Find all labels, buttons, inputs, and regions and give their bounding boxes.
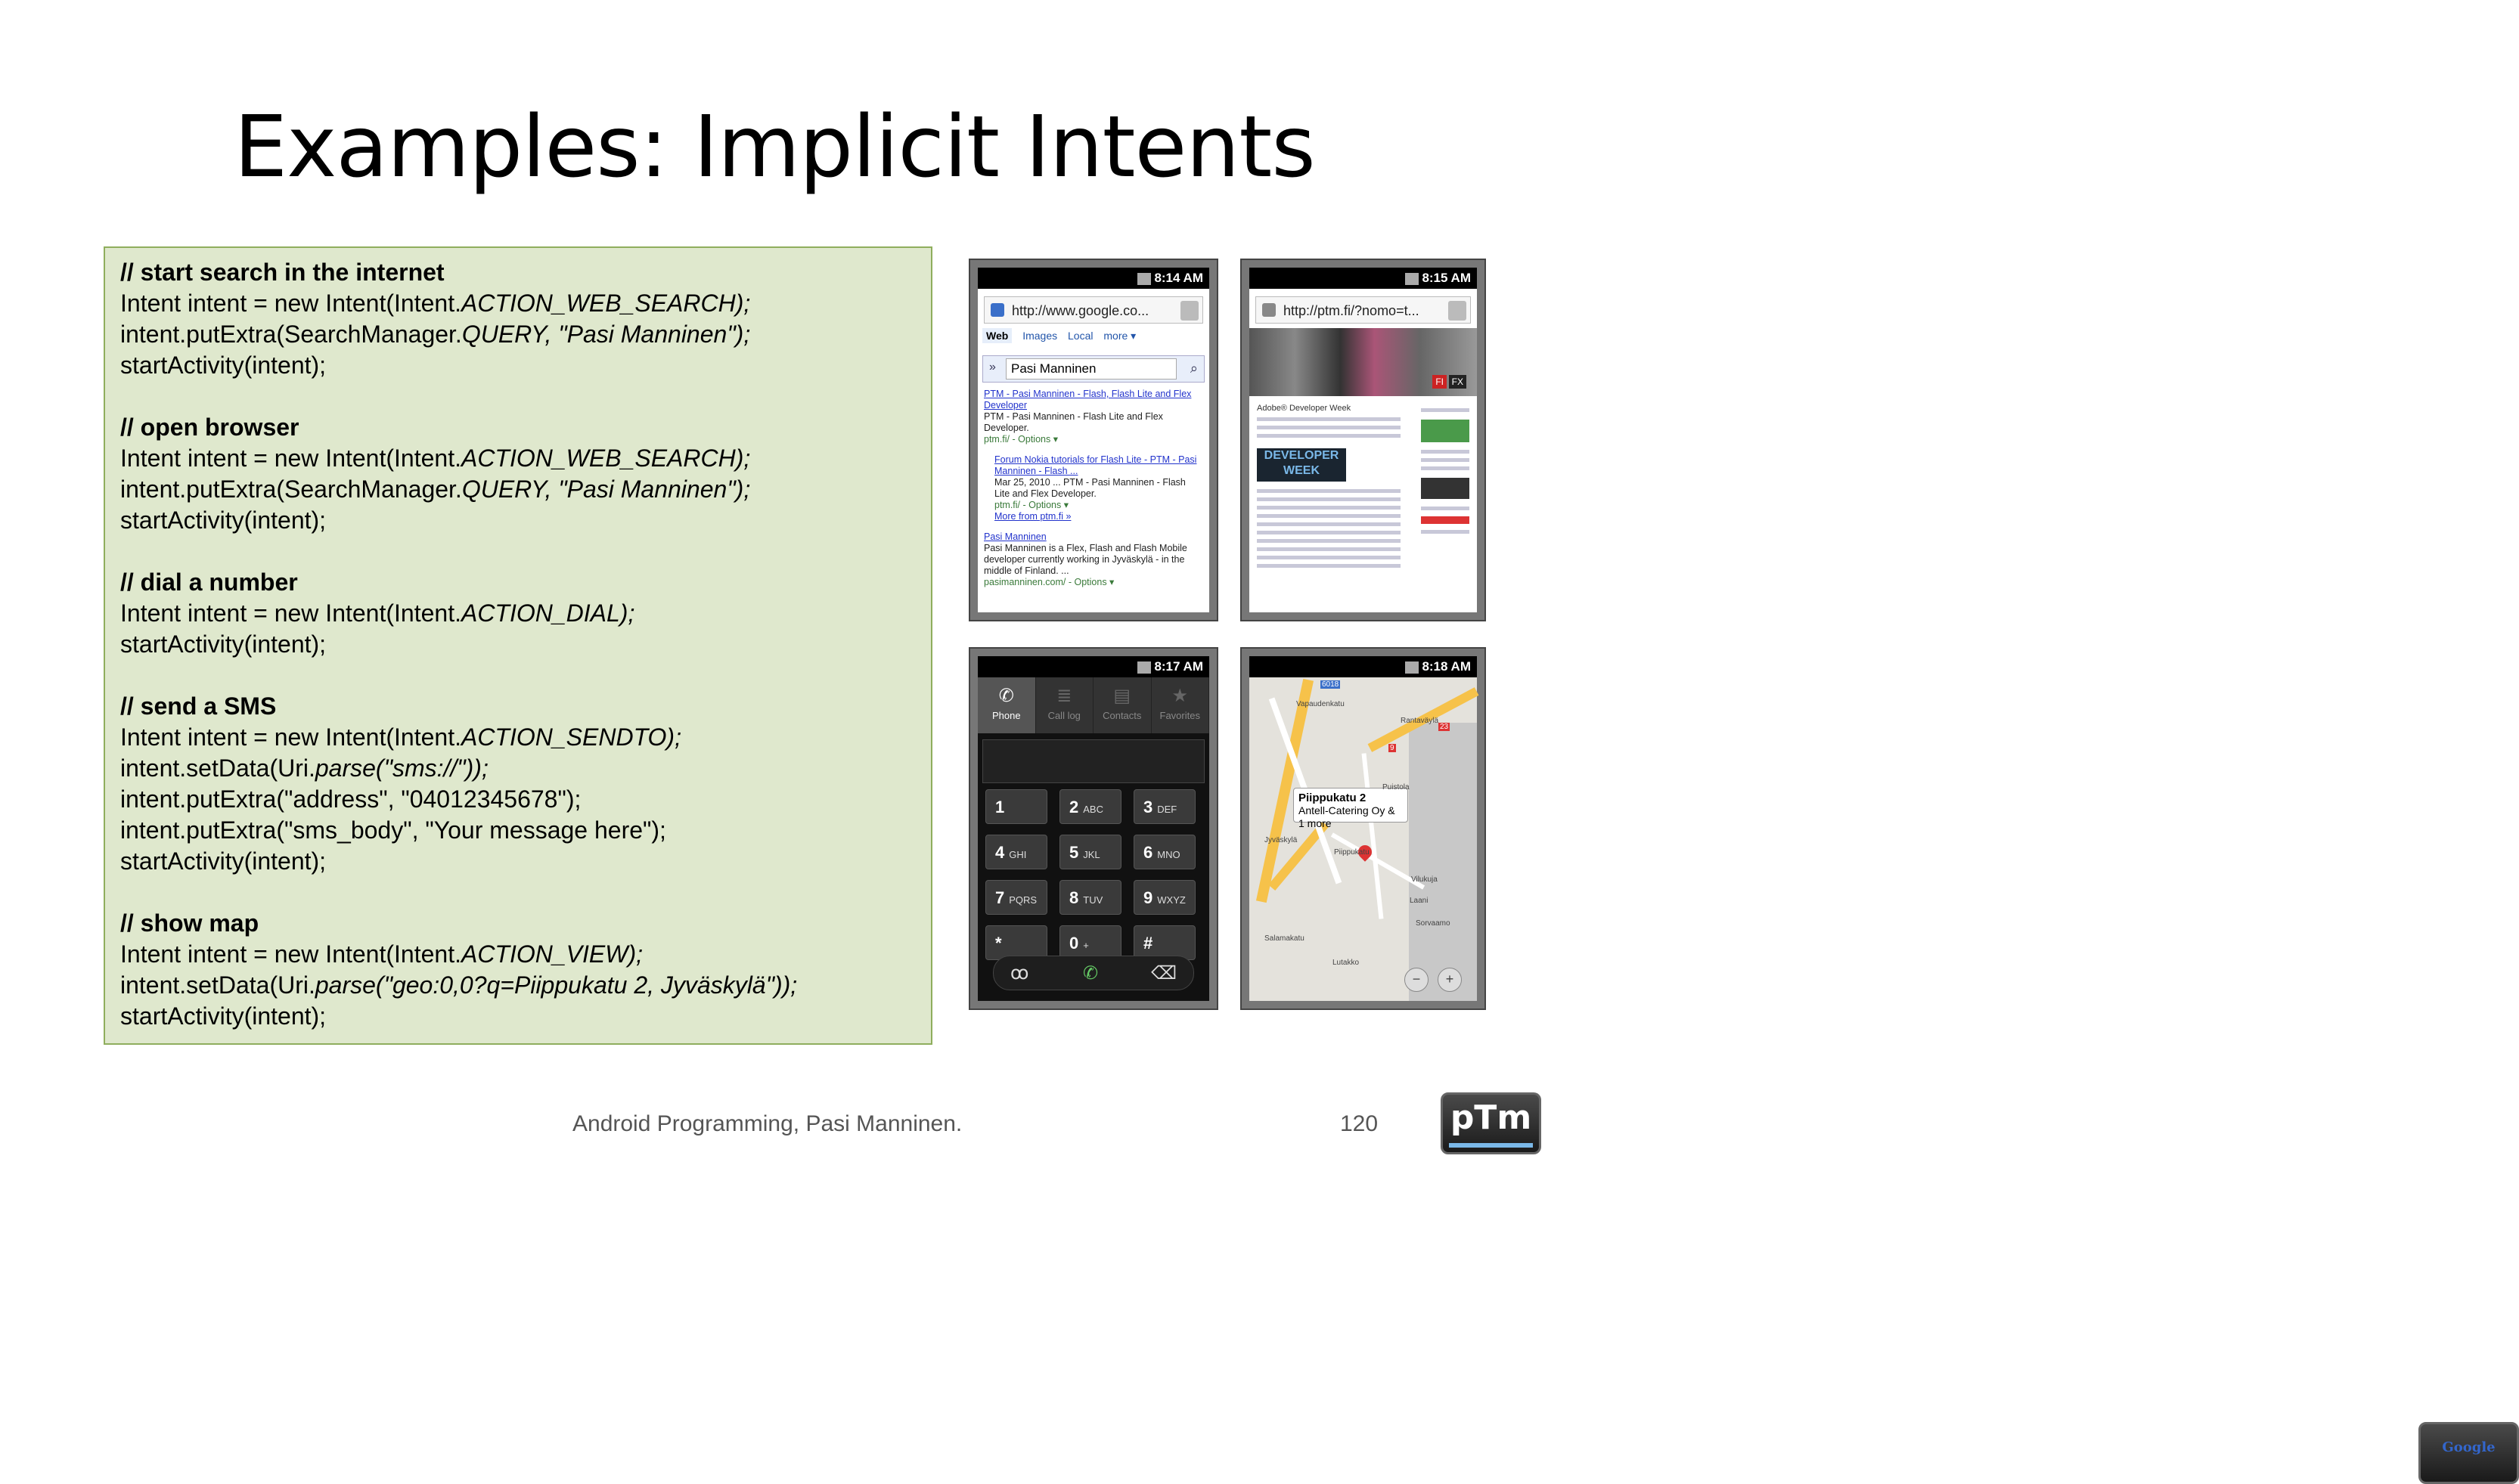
text-line (1257, 514, 1401, 518)
dial-key[interactable] (1059, 789, 1121, 824)
signal-icon (1137, 661, 1151, 674)
screenshot-dialer (969, 647, 1218, 1010)
call-icon[interactable]: ✆ (1083, 963, 1099, 984)
status-bar (978, 268, 1209, 289)
text-line (1421, 530, 1469, 534)
key-letters: MNO (1157, 849, 1180, 860)
code-line (120, 846, 922, 877)
tab-label: Phone (991, 710, 1021, 721)
tab-label: Favorites (1159, 710, 1200, 721)
badge-fi: FI (1432, 375, 1447, 389)
zoom-out-icon[interactable]: − (1404, 968, 1429, 992)
tab-label: Contacts (1103, 710, 1142, 721)
code-line (120, 474, 922, 505)
code-text: intent.putExtra("address", "04012345678"); (120, 785, 582, 813)
code-constant: QUERY, "Pasi Manninen"); (461, 476, 751, 503)
code-constant: parse("sms://")); (315, 754, 489, 782)
code-line (120, 505, 922, 536)
key-digit: 1 (995, 798, 1005, 816)
text-line (1421, 466, 1469, 470)
code-constant: ACTION_WEB_SEARCH); (461, 290, 751, 317)
zoom-in-icon[interactable]: + (1438, 968, 1462, 992)
code-example-box (104, 246, 932, 1045)
code-line (120, 1001, 922, 1032)
place-callout[interactable] (1293, 788, 1408, 829)
key-digit: # (1143, 934, 1153, 953)
backspace-icon[interactable]: ⌫ (1151, 963, 1177, 984)
code-text: startActivity(intent); (120, 1002, 327, 1030)
text-line (1421, 408, 1469, 412)
code-text: Intent intent = new Intent(Intent. (120, 723, 461, 751)
digits-field[interactable] (982, 739, 1205, 783)
key-digit: 3 (1143, 798, 1153, 816)
forum-nokia-badge (1421, 420, 1469, 442)
max-badge (1421, 478, 1469, 499)
tab-images[interactable]: Images (1022, 330, 1058, 342)
dialer-tabs (978, 677, 1209, 733)
signal-icon (1405, 661, 1419, 674)
code-line (120, 939, 922, 970)
bookmark-icon[interactable] (1448, 301, 1466, 321)
code-text: intent.putExtra("sms_body", "Your message here"); (120, 816, 666, 844)
dial-key[interactable] (1134, 880, 1196, 915)
code-block (120, 691, 922, 877)
screenshot-browser (1240, 259, 1486, 621)
text-line (1257, 547, 1401, 551)
favicon-icon (991, 303, 1004, 317)
code-constant: parse("geo:0,0?q=Piippukatu 2, Jyväskylä")); (315, 971, 798, 999)
ptm-logo (1441, 1092, 1541, 1154)
code-text: startActivity(intent); (120, 507, 327, 534)
tab-label: Call log (1047, 710, 1081, 721)
map-label: Puistola (1382, 783, 1410, 792)
code-text: Intent intent = new Intent(Intent. (120, 940, 461, 968)
map-screen (1249, 656, 1477, 1001)
code-listing (120, 257, 922, 1063)
key-letters: WXYZ (1157, 894, 1186, 906)
oviflash-badge (1421, 516, 1469, 524)
dial-key[interactable] (985, 835, 1047, 869)
footer-text: Android Programming, Pasi Manninen. (572, 1111, 963, 1136)
result-link[interactable]: Forum Nokia tutorials for Flash Lite - PTM - Pasi Manninen - Flash ... (994, 454, 1197, 476)
logo-text: pTm (1450, 1098, 1532, 1137)
search-bar (982, 355, 1205, 383)
code-line (120, 319, 922, 350)
result-snippet: Mar 25, 2010 ... PTM - Pasi Manninen - Flash Lite and Flex Developer. (994, 477, 1186, 499)
star-icon: ★ (1171, 686, 1188, 706)
map-label: Piippukatu (1334, 848, 1370, 857)
clock: 8:18 AM (1422, 659, 1471, 674)
code-constant: ACTION_WEB_SEARCH); (461, 445, 751, 472)
code-constant: QUERY, "Pasi Manninen"); (461, 321, 751, 348)
url-bar[interactable] (984, 296, 1203, 324)
dial-action-bar (993, 956, 1194, 990)
code-block (120, 567, 922, 660)
article-heading: Adobe® Developer Week (1257, 404, 1351, 413)
map-view[interactable] (1249, 677, 1477, 1001)
tab-favorites[interactable] (1152, 677, 1210, 733)
code-text: Intent intent = new Intent(Intent. (120, 445, 461, 472)
text-line (1421, 507, 1469, 510)
google-logo: Google (2418, 1422, 2519, 1484)
expand-icon[interactable]: » (989, 361, 996, 373)
dialer-screen (978, 656, 1209, 1001)
key-letters: JKL (1083, 849, 1100, 860)
article-column (1257, 404, 1401, 605)
key-letters: GHI (1009, 849, 1027, 860)
key-digit: 4 (995, 843, 1005, 862)
code-text: Intent intent = new Intent(Intent. (120, 290, 461, 317)
dial-key[interactable] (985, 880, 1047, 915)
clock: 8:14 AM (1154, 271, 1203, 285)
map-label: Vapaudenkatu (1296, 700, 1345, 708)
browser-screen (1249, 268, 1477, 612)
tab-phone[interactable] (978, 677, 1036, 733)
map-label: Vilukuja (1411, 875, 1438, 884)
code-text: startActivity(intent); (120, 630, 327, 658)
search-result (984, 531, 1203, 588)
site-header-image (1249, 328, 1477, 396)
route-badge: 23 (1440, 723, 1449, 731)
dial-key[interactable] (1134, 789, 1196, 824)
dial-key[interactable] (1059, 835, 1121, 869)
map-label: Laani (1410, 897, 1429, 905)
key-digit: 9 (1143, 888, 1153, 907)
result-url[interactable]: ptm.fi/ - Options ▾ (984, 434, 1058, 445)
badge-fx: FX (1449, 375, 1466, 389)
key-digit: 6 (1143, 843, 1153, 862)
key-digit: 2 (1069, 798, 1079, 816)
text-line (1257, 497, 1401, 501)
code-line (120, 970, 922, 1001)
code-text: Intent intent = new Intent(Intent. (120, 599, 461, 627)
code-block (120, 257, 922, 381)
lake (1409, 723, 1477, 1001)
phone-icon: ✆ (998, 686, 1014, 706)
bookmark-icon[interactable] (1180, 301, 1199, 321)
text-line (1257, 531, 1401, 534)
code-line (120, 784, 922, 815)
route-badge: 6018 (1322, 680, 1339, 689)
url-bar[interactable] (1255, 296, 1471, 324)
text-line (1257, 434, 1401, 438)
tab-call-log[interactable] (1036, 677, 1094, 733)
place-name: Piippukatu 2 (1298, 792, 1367, 804)
result-url[interactable]: pasimanninen.com/ - Options ▾ (984, 577, 1115, 587)
favicon-icon (1262, 303, 1276, 317)
dial-key[interactable] (1059, 880, 1121, 915)
code-comment: // show map (120, 909, 259, 937)
code-comment: // start search in the internet (120, 259, 445, 286)
sidebar-column (1421, 404, 1469, 605)
tab-web[interactable]: Web (982, 328, 1012, 343)
map-label: Salamakatu (1264, 934, 1304, 943)
code-text: startActivity(intent); (120, 352, 327, 379)
text-line (1257, 489, 1401, 493)
result-link[interactable]: Pasi Manninen (984, 531, 1047, 542)
text-line (1257, 506, 1401, 510)
tab-local[interactable]: Local (1068, 330, 1094, 342)
code-comment: // send a SMS (120, 692, 277, 720)
search-results (984, 389, 1203, 597)
map-label: Sorvaamo (1416, 919, 1450, 928)
slide-title: Examples: Implicit Intents (234, 98, 1315, 197)
tab-contacts[interactable] (1094, 677, 1152, 733)
street (1362, 753, 1384, 919)
code-line (120, 815, 922, 846)
search-result (984, 389, 1203, 445)
key-letters: TUV (1083, 894, 1103, 906)
text-line (1421, 450, 1469, 454)
code-constant: ACTION_VIEW); (461, 940, 643, 968)
call-log-icon: ≣ (1056, 686, 1072, 706)
key-digit: 0 (1069, 934, 1079, 953)
text-line (1257, 556, 1401, 559)
more-results-link[interactable]: More from ptm.fi » (994, 511, 1072, 522)
code-text: startActivity(intent); (120, 847, 327, 875)
status-bar (1249, 268, 1477, 289)
logo-underline (1449, 1143, 1533, 1148)
screenshot-map (1240, 647, 1486, 1010)
search-result (994, 454, 1203, 522)
code-text: intent.putExtra(SearchManager. (120, 476, 462, 503)
key-digit: 5 (1069, 843, 1079, 862)
url-text: http://www.google.co... (1012, 303, 1149, 318)
dial-key[interactable] (1134, 835, 1196, 869)
text-line (1421, 458, 1469, 462)
text-line (1257, 564, 1401, 568)
page-number: 120 (1340, 1111, 1379, 1136)
status-bar (1249, 656, 1477, 677)
code-line (120, 629, 922, 660)
code-block (120, 908, 922, 1032)
signal-icon (1137, 273, 1151, 285)
clock: 8:15 AM (1422, 271, 1471, 285)
route-badge: 9 (1390, 744, 1394, 752)
code-line (120, 722, 922, 753)
result-url[interactable]: ptm.fi/ - Options ▾ (994, 500, 1069, 510)
code-line (120, 598, 922, 629)
code-block (120, 412, 922, 536)
map-label: Lutakko (1332, 959, 1360, 967)
map-label: Rantaväylä (1401, 717, 1439, 725)
key-letters: DEF (1157, 804, 1177, 815)
text-line (1257, 539, 1401, 543)
status-bar (978, 656, 1209, 677)
url-text: http://ptm.fi/?nomo=t... (1283, 303, 1419, 318)
key-digit: 7 (995, 888, 1005, 907)
search-input[interactable]: Pasi Manninen (1006, 358, 1177, 380)
key-letters: PQRS (1009, 894, 1038, 906)
map-label: Jyväskylä (1264, 836, 1298, 844)
result-snippet: PTM - Pasi Manninen - Flash Lite and Flex Developer. (984, 411, 1163, 433)
code-constant: ACTION_DIAL); (461, 599, 635, 627)
code-text: intent.setData(Uri. (120, 971, 315, 999)
code-comment: // dial a number (120, 569, 298, 596)
place-detail: Antell-Catering Oy & 1 more (1298, 804, 1395, 829)
voicemail-icon[interactable]: ꝏ (1010, 963, 1029, 984)
text-line (1257, 522, 1401, 526)
code-line (120, 753, 922, 784)
code-text: intent.putExtra(SearchManager. (120, 321, 462, 348)
code-comment: // open browser (120, 414, 299, 441)
signal-icon (1405, 273, 1419, 285)
dial-key[interactable] (985, 789, 1047, 824)
code-text: intent.setData(Uri. (120, 754, 315, 782)
clock: 8:17 AM (1154, 659, 1203, 674)
code-line (120, 443, 922, 474)
code-line (120, 288, 922, 319)
code-line (120, 350, 922, 381)
key-letters: ABC (1083, 804, 1103, 815)
contacts-icon: ▤ (1113, 686, 1131, 706)
tab-more[interactable]: more ▾ (1103, 330, 1137, 342)
text-line (1257, 426, 1401, 429)
result-snippet: Pasi Manninen is a Flex, Flash and Flash Mobile developer currently working in Jyväskylä - in the middle of Finland. ... (984, 543, 1187, 576)
key-digit: * (995, 934, 1002, 953)
developer-week-banner: DEVELOPER WEEK (1257, 448, 1346, 482)
search-icon[interactable]: ⌕ (1190, 361, 1198, 376)
key-digit: 8 (1069, 888, 1079, 907)
result-link[interactable]: PTM - Pasi Manninen - Flash, Flash Lite and Flex Developer (984, 389, 1192, 411)
code-constant: ACTION_SENDTO); (461, 723, 681, 751)
key-letters: + (1083, 940, 1089, 951)
text-line (1257, 417, 1401, 421)
